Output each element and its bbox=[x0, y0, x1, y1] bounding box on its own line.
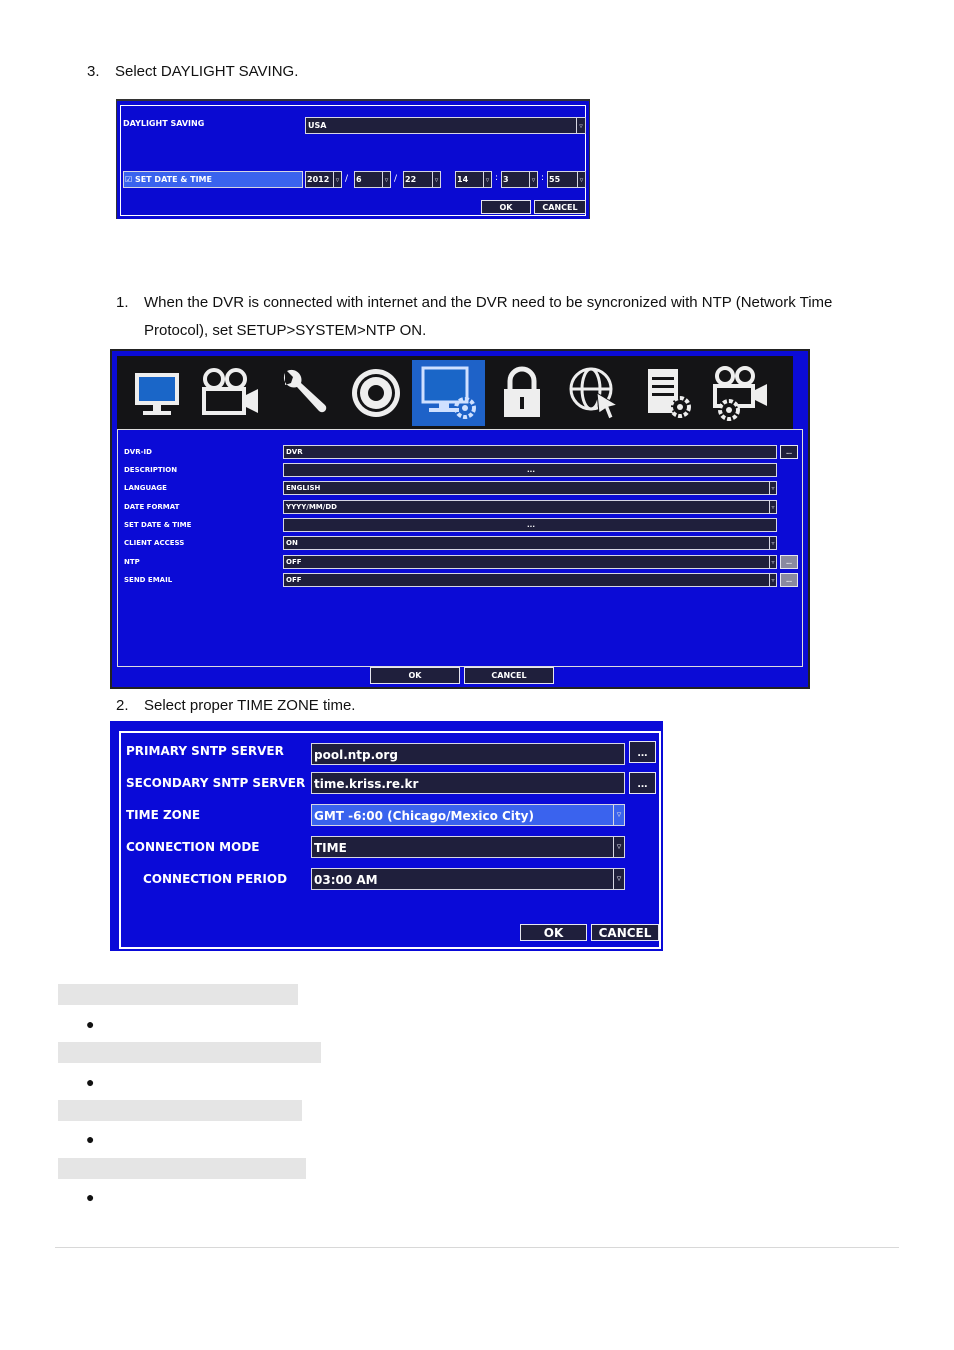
storage-settings-icon[interactable] bbox=[631, 360, 704, 426]
row-label: DESCRIPTION bbox=[124, 466, 178, 474]
chevron-down-icon: ▿ bbox=[769, 482, 776, 494]
row-value: ON bbox=[286, 539, 298, 547]
spinner-icon: ▿ bbox=[333, 172, 341, 187]
step-daylight bbox=[87, 62, 298, 82]
row-more-button[interactable]: ... bbox=[780, 445, 798, 459]
spinner-icon: ▿ bbox=[432, 172, 440, 187]
row-field[interactable] bbox=[283, 573, 777, 587]
camera-settings-icon[interactable] bbox=[704, 360, 777, 426]
redacted-heading bbox=[58, 1158, 306, 1179]
monitor-icon[interactable] bbox=[120, 360, 193, 426]
daylight-saving-label: DAYLIGHT SAVING bbox=[123, 119, 205, 128]
secondary-sntp-input[interactable]: time.kriss.re.kr bbox=[311, 772, 625, 794]
row-value: OFF bbox=[286, 576, 302, 584]
step-text: When the DVR is connected with internet and the DVR need to be syncronized with NTP (Network Time bbox=[144, 294, 833, 311]
chevron-down-icon: ▿ bbox=[769, 574, 776, 586]
step-ntp-continued: Protocol), set SETUP>SYSTEM>NTP ON. bbox=[144, 322, 427, 339]
date-separator: / bbox=[394, 174, 398, 184]
year-field[interactable]: 2012 ▿ bbox=[305, 171, 342, 188]
secondary-sntp-more-button[interactable]: ... bbox=[629, 772, 656, 794]
row-value: ... bbox=[527, 466, 535, 474]
time-separator: : bbox=[495, 173, 499, 183]
camera-icon[interactable] bbox=[193, 360, 266, 426]
wrench-icon[interactable] bbox=[266, 360, 339, 426]
row-label: LANGUAGE bbox=[124, 484, 167, 492]
row-label: SET DATE & TIME bbox=[124, 521, 192, 529]
row-value: DVR bbox=[286, 448, 303, 456]
step-time-zone bbox=[116, 696, 355, 716]
row-label: NTP bbox=[124, 558, 140, 566]
cancel-button[interactable]: CANCEL bbox=[591, 924, 659, 941]
bullet-icon: ● bbox=[86, 1074, 95, 1090]
daylight-saving-select[interactable]: USA ▿ bbox=[305, 117, 586, 134]
daylight-saving-panel bbox=[116, 99, 590, 219]
system-settings-icon[interactable] bbox=[412, 360, 485, 426]
chevron-down-icon: ▿ bbox=[769, 556, 776, 568]
row-label: DVR-ID bbox=[124, 448, 152, 456]
row-field[interactable] bbox=[283, 518, 777, 532]
bullet-icon: ● bbox=[86, 1131, 95, 1147]
set-date-time-checkbox[interactable]: ☑ SET DATE & TIME bbox=[123, 171, 303, 188]
row-field[interactable] bbox=[283, 463, 777, 477]
connection-mode-label: CONNECTION MODE bbox=[126, 840, 260, 854]
network-icon[interactable] bbox=[558, 360, 631, 426]
spinner-icon: ▿ bbox=[529, 172, 537, 187]
row-value: ENGLISH bbox=[286, 484, 321, 492]
chevron-down-icon: ▿ bbox=[613, 837, 624, 857]
ok-button[interactable]: OK bbox=[370, 667, 460, 684]
step-number: 1. bbox=[116, 294, 129, 311]
row-value: YYYY/MM/DD bbox=[286, 503, 337, 511]
system-form bbox=[117, 429, 803, 680]
row-field[interactable] bbox=[283, 481, 777, 495]
primary-sntp-input[interactable]: pool.ntp.org bbox=[311, 743, 625, 765]
footer-divider bbox=[55, 1247, 899, 1248]
time-zone-label: TIME ZONE bbox=[126, 808, 201, 822]
connection-mode-select[interactable]: TIME ▿ bbox=[311, 836, 625, 858]
row-value: ... bbox=[527, 521, 535, 529]
step-text: Select proper TIME ZONE time. bbox=[144, 697, 356, 714]
record-icon[interactable] bbox=[339, 360, 412, 426]
connection-period-label: CONNECTION PERIOD bbox=[143, 872, 288, 886]
step-ntp bbox=[116, 293, 906, 313]
chevron-down-icon: ▿ bbox=[769, 501, 776, 513]
month-field[interactable]: 6 ▿ bbox=[354, 171, 391, 188]
row-label: DATE FORMAT bbox=[124, 503, 180, 511]
lock-icon[interactable] bbox=[485, 360, 558, 426]
second-field[interactable]: 55 ▿ bbox=[547, 171, 586, 188]
spinner-icon: ▿ bbox=[483, 172, 491, 187]
chevron-down-icon: ▿ bbox=[613, 805, 624, 825]
redacted-heading bbox=[58, 1042, 321, 1063]
bullet-icon: ● bbox=[86, 1189, 95, 1205]
time-zone-select[interactable]: GMT -6:00 (Chicago/Mexico City) ▿ bbox=[311, 804, 625, 826]
row-label: CLIENT ACCESS bbox=[124, 539, 185, 547]
chevron-down-icon: ▿ bbox=[576, 118, 585, 133]
step-number: 3. bbox=[87, 63, 100, 80]
ntp-settings-panel bbox=[110, 721, 663, 951]
chevron-down-icon: ▿ bbox=[769, 537, 776, 549]
time-separator: : bbox=[541, 173, 545, 183]
minute-field[interactable]: 3 ▿ bbox=[501, 171, 538, 188]
row-field[interactable] bbox=[283, 555, 777, 569]
row-field[interactable] bbox=[283, 536, 777, 550]
system-setup-panel bbox=[110, 349, 810, 689]
step-text: Select DAYLIGHT SAVING. bbox=[115, 63, 299, 80]
row-more-button[interactable]: ... bbox=[780, 573, 798, 587]
connection-period-select[interactable]: 03:00 AM ▿ bbox=[311, 868, 625, 890]
redacted-heading bbox=[58, 984, 298, 1005]
chevron-down-icon: ▿ bbox=[613, 869, 624, 889]
hour-field[interactable]: 14 ▿ bbox=[455, 171, 492, 188]
primary-sntp-label: PRIMARY SNTP SERVER bbox=[126, 744, 284, 758]
date-separator: / bbox=[345, 174, 349, 184]
redacted-heading bbox=[58, 1100, 302, 1121]
ok-button[interactable]: OK bbox=[520, 924, 587, 941]
row-more-button[interactable]: ... bbox=[780, 555, 798, 569]
step-number: 2. bbox=[116, 697, 129, 714]
row-field[interactable] bbox=[283, 500, 777, 514]
row-value: OFF bbox=[286, 558, 302, 566]
bullet-icon: ● bbox=[86, 1016, 95, 1032]
spinner-icon: ▿ bbox=[577, 172, 585, 187]
cancel-button[interactable]: CANCEL bbox=[464, 667, 554, 684]
spinner-icon: ▿ bbox=[382, 172, 390, 187]
ok-button[interactable]: OK bbox=[481, 200, 531, 214]
row-field[interactable] bbox=[283, 445, 777, 459]
setup-icon-bar bbox=[117, 356, 793, 429]
primary-sntp-more-button[interactable]: ... bbox=[629, 741, 656, 763]
cancel-button[interactable]: CANCEL bbox=[534, 200, 586, 214]
row-label: SEND EMAIL bbox=[124, 576, 173, 584]
secondary-sntp-label: SECONDARY SNTP SERVER bbox=[126, 776, 306, 790]
day-field[interactable]: 22 ▿ bbox=[403, 171, 441, 188]
